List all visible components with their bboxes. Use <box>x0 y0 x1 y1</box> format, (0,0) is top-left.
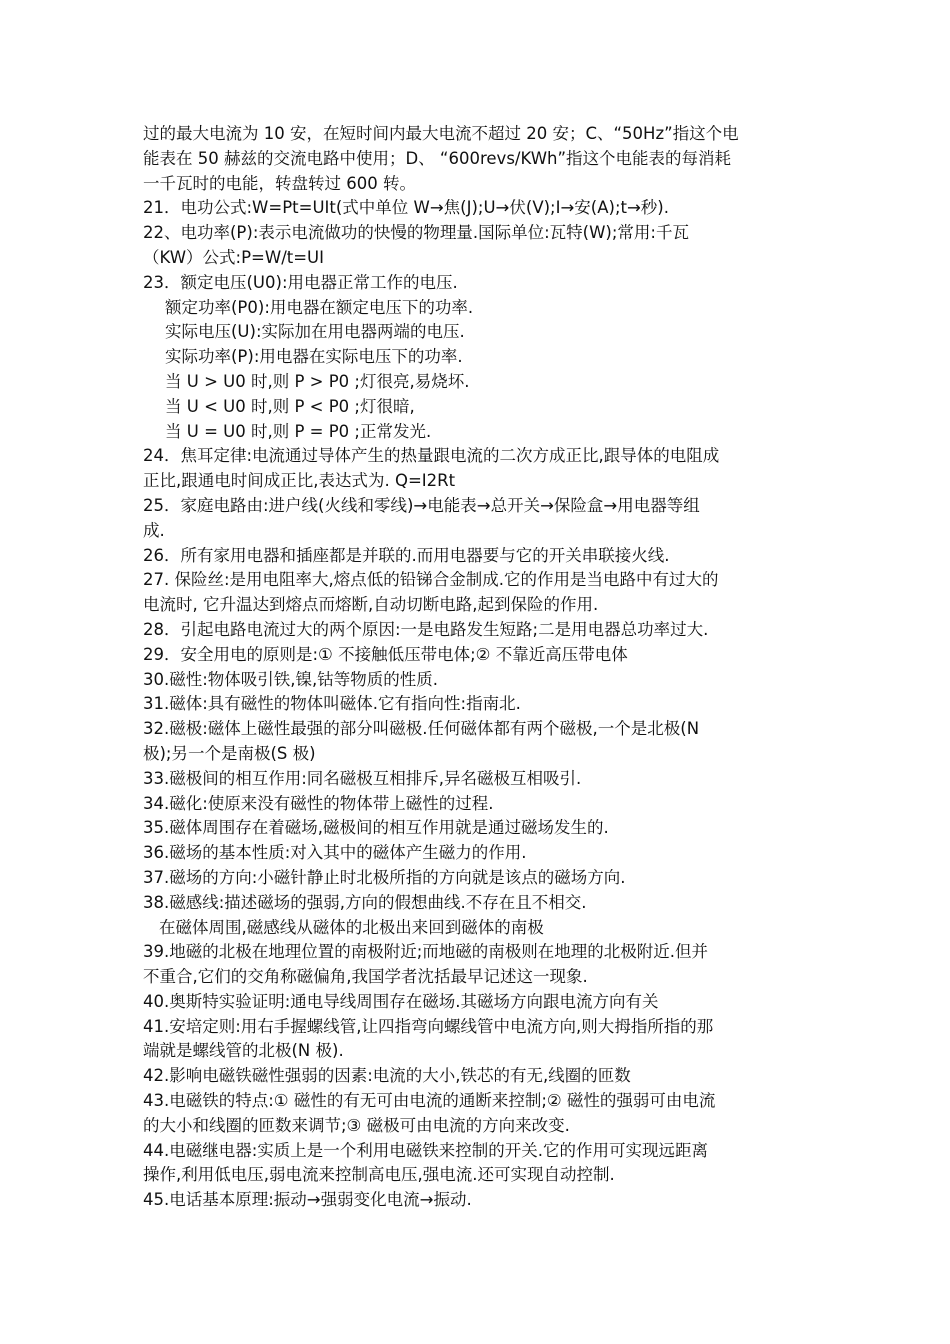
text-line: 21．电功公式:W=Pt=UIt(式中单位 W→焦(J);U→伏(V);I→安(A);t→秒). <box>143 198 669 218</box>
text-line: 能表在 50 赫兹的交流电路中使用；D、 “600revs/KWh”指这个电能表的每消耗 <box>143 148 732 168</box>
text-line: 41.安培定则:用右手握螺线管,让四指弯向螺线管中电流方向,则大拇指所指的那 <box>143 1016 714 1036</box>
text-line: 40.奥斯特实验证明:通电导线周围存在磁场.其磁场方向跟电流方向有关 <box>143 991 659 1011</box>
text-line: 正比,跟通电时间成正比,表达式为. Q=I2Rt <box>143 471 456 491</box>
text-line: 一千瓦时的电能，转盘转过 600 转。 <box>143 173 416 193</box>
text-line: 当 U < U0 时,则 P < P0 ;灯很暗, <box>165 396 415 416</box>
text-line: 额定功率(P0):用电器在额定电压下的功率. <box>165 297 474 317</box>
text-line: 成. <box>143 520 165 540</box>
document-page <box>143 122 811 1213</box>
text-line: 32.磁极:磁体上磁性最强的部分叫磁极.任何磁体都有两个磁极,一个是北极(N <box>143 719 700 739</box>
text-line: 36.磁场的基本性质:对入其中的磁体产生磁力的作用. <box>143 843 527 863</box>
text-line: （KW）公式:P=W/t=UI <box>143 247 324 267</box>
text-line: 在磁体周围,磁感线从磁体的北极出来回到磁体的南极 <box>159 917 544 937</box>
text-line: 37.磁场的方向:小磁针静止时北极所指的方向就是该点的磁场方向. <box>143 867 626 887</box>
text-line: 操作,利用低电压,弱电流来控制高电压,强电流.还可实现自动控制. <box>143 1165 615 1185</box>
text-line: 35.磁体周围存在着磁场,磁极间的相互作用就是通过磁场发生的. <box>143 818 609 838</box>
text-line: 的大小和线圈的匝数来调节;③ 磁极可由电流的方向来改变. <box>143 1115 570 1135</box>
text-line: 26．所有家用电器和插座都是并联的.而用电器要与它的开关串联接火线. <box>143 545 670 565</box>
text-line: 43.电磁铁的特点:① 磁性的有无可由电流的通断来控制;② 磁性的强弱可由电流 <box>143 1091 716 1111</box>
text-line: 实际功率(P):用电器在实际电压下的功率. <box>165 347 463 367</box>
text-line: 27. 保险丝:是用电阻率大,熔点低的铅锑合金制成.它的作用是当电路中有过大的 <box>143 570 719 590</box>
text-line: 端就是螺线管的北极(N 极). <box>143 1041 344 1061</box>
text-line: 不重合,它们的交角称磁偏角,我国学者沈括最早记述这一现象. <box>143 967 588 987</box>
text-line: 28．引起电路电流过大的两个原因:一是电路发生短路;二是用电器总功率过大. <box>143 619 709 639</box>
text-line: 29．安全用电的原则是:① 不接触低压带电体;② 不靠近高压带电体 <box>143 644 628 664</box>
text-line: 30.磁性:物体吸引铁,镍,钴等物质的性质. <box>143 669 439 689</box>
text-line: 33.磁极间的相互作用:同名磁极互相排斥,异名磁极互相吸引. <box>143 768 582 788</box>
text-line: 25．家庭电路由:进户线(火线和零线)→电能表→总开关→保险盒→用电器等组 <box>143 495 700 515</box>
text-line: 34.磁化:使原来没有磁性的物体带上磁性的过程. <box>143 793 494 813</box>
text-line: 电流时, 它升温达到熔点而熔断,自动切断电路,起到保险的作用. <box>143 595 599 615</box>
text-line: 44.电磁继电器:实质上是一个利用电磁铁来控制的开关.它的作用可实现远距离 <box>143 1140 709 1160</box>
text-line: 42.影响电磁铁磁性强弱的因素:电流的大小,铁芯的有无,线圈的匝数 <box>143 1066 631 1086</box>
text-line: 极);另一个是南极(S 极) <box>143 743 316 763</box>
text-line: 39.地磁的北极在地理位置的南极附近;而地磁的南极则在地理的北极附近.但并 <box>143 942 709 962</box>
text-line: 22、电功率(P):表示电流做功的快慢的物理量.国际单位:瓦特(W);常用:千瓦 <box>143 223 689 243</box>
text-line: 31.磁体:具有磁性的物体叫磁体.它有指向性:指南北. <box>143 694 521 714</box>
text-line: 45.电话基本原理:振动→强弱变化电流→振动. <box>143 1190 472 1210</box>
text-line: 38.磁感线:描述磁场的强弱,方向的假想曲线.不存在且不相交. <box>143 892 587 912</box>
text-line: 当 U = U0 时,则 P = P0 ;正常发光. <box>165 421 432 441</box>
text-line: 实际电压(U):实际加在用电器两端的电压. <box>165 322 465 342</box>
text-line: 当 U > U0 时,则 P > P0 ;灯很亮,易烧坏. <box>165 371 470 391</box>
text-line: 过的最大电流为 10 安，在短时间内最大电流不超过 20 安；C、“50Hz”指这个电 <box>143 124 739 143</box>
text-line: 23．额定电压(U0):用电器正常工作的电压. <box>143 272 458 292</box>
text-line: 24．焦耳定律:电流通过导体产生的热量跟电流的二次方成正比,跟导体的电阻成 <box>143 446 720 466</box>
